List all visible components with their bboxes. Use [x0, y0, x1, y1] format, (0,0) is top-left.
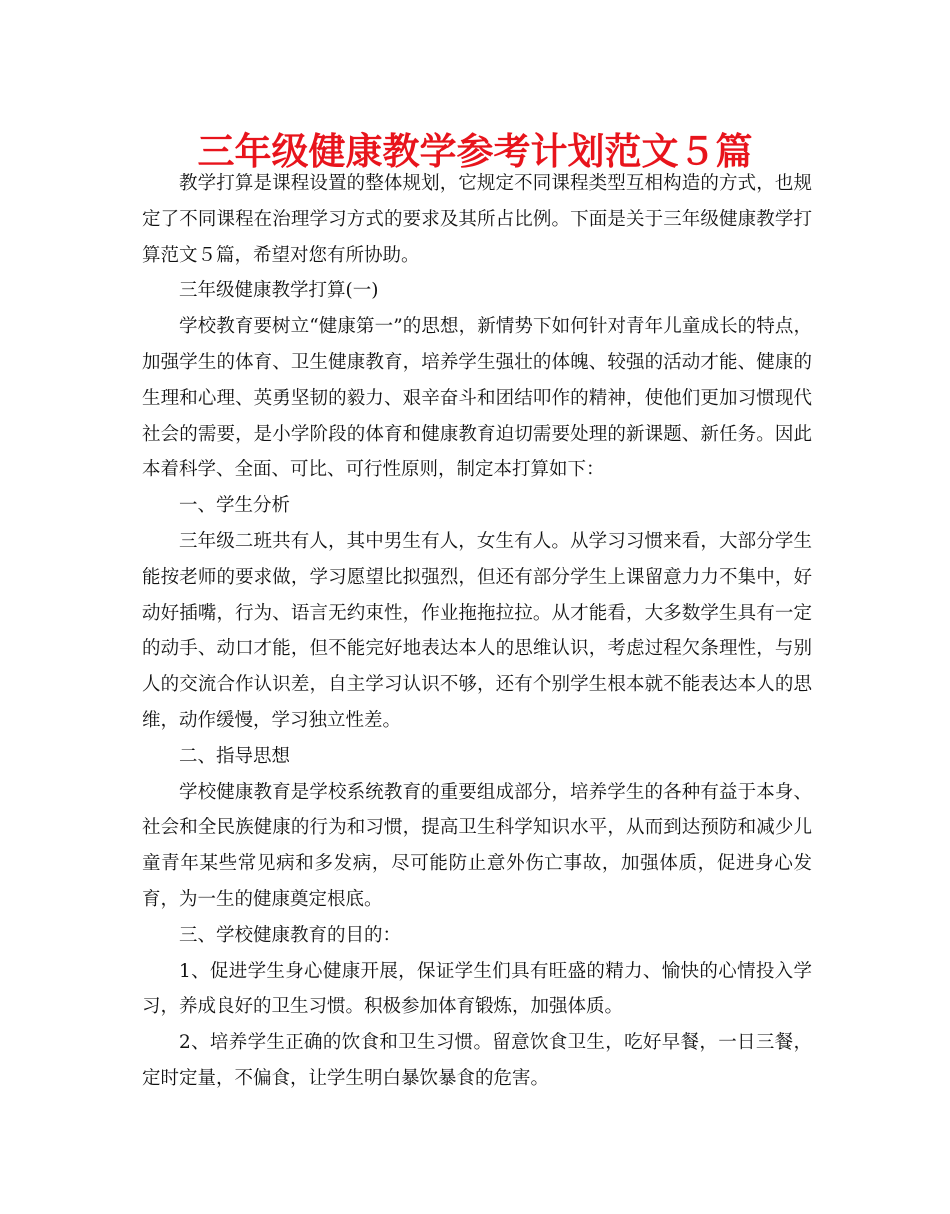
guiding-thought-paragraph: 学校健康教育是学校系统教育的重要组成部分，培养学生的各种有益于本身、社会和全民族健康的行为和习惯，提高卫生科学知识水平，从而到达预防和减少儿童青年某些常见病和多发病，尽可能防止意外伤亡事故，加强体质，促进身心发育，为一生的健康奠定根底。 [142, 781, 812, 910]
goal-item-1: 1、促进学生身心健康开展，保证学生们具有旺盛的精力、愉快的心情投入学习，养成良好的卫生习惯。积极参加体育锻炼，加强体质。 [142, 960, 812, 1018]
goal-item-2: 2、培养学生正确的饮食和卫生习惯。留意饮食卫生，吃好早餐，一日三餐，定时定量，不偏食，让学生明白暴饮暴食的危害。 [142, 1032, 812, 1089]
student-analysis-paragraph: 三年级二班共有人，其中男生有人，女生有人。从学习习惯来看，大部分学生能按老师的要求做，学习愿望比拟强烈，但还有部分学生上课留意力力不集中，好动好插嘴，行为、语言无约束性，作业拖拖拉拉。从才能看，大多数学生具有一定的动手、动口才能，但不能完好地表达本人的思维认识，考虑过程欠条理性，与别人的交流合作认识差，自主学习认识不够，还有个别学生根本就不能表达本人的思维，动作缓慢，学习独立性差。 [142, 530, 812, 731]
plan-one-heading: 三年级健康教学打算(一) [179, 280, 379, 302]
document-title: 三年级健康教学参考计划范文５篇 [197, 130, 753, 173]
section-heading-goals: 三、学校健康教育的目的： [179, 924, 402, 946]
guiding-paragraph: 学校教育要树立“健康第一”的思想，新情势下如何针对青年儿童成长的特点，加强学生的体育、卫生健康教育，培养学生强壮的体魄、较强的活动才能、健康的生理和心理、英勇坚韧的毅力、艰辛奋斗和团结叩作的精神，使他们更加习惯现代社会的需要，是小学阶段的体育和健康教育迫切需要处理的新课题、新任务。因此本着科学、全面、可比、可行性原则，制定本打算如下： [142, 316, 812, 481]
section-heading-student-analysis: 一、学生分析 [179, 495, 291, 517]
document-body [142, 166, 812, 1097]
section-heading-guiding-thought: 二、指导思想 [179, 745, 291, 767]
intro-paragraph: 教学打算是课程设置的整体规划，它规定不同课程类型互相构造的方式，也规定了不同课程在治理学习方式的要求及其所占比例。下面是关于三年级健康教学打算范文５篇，希望对您有所协助。 [142, 173, 812, 266]
